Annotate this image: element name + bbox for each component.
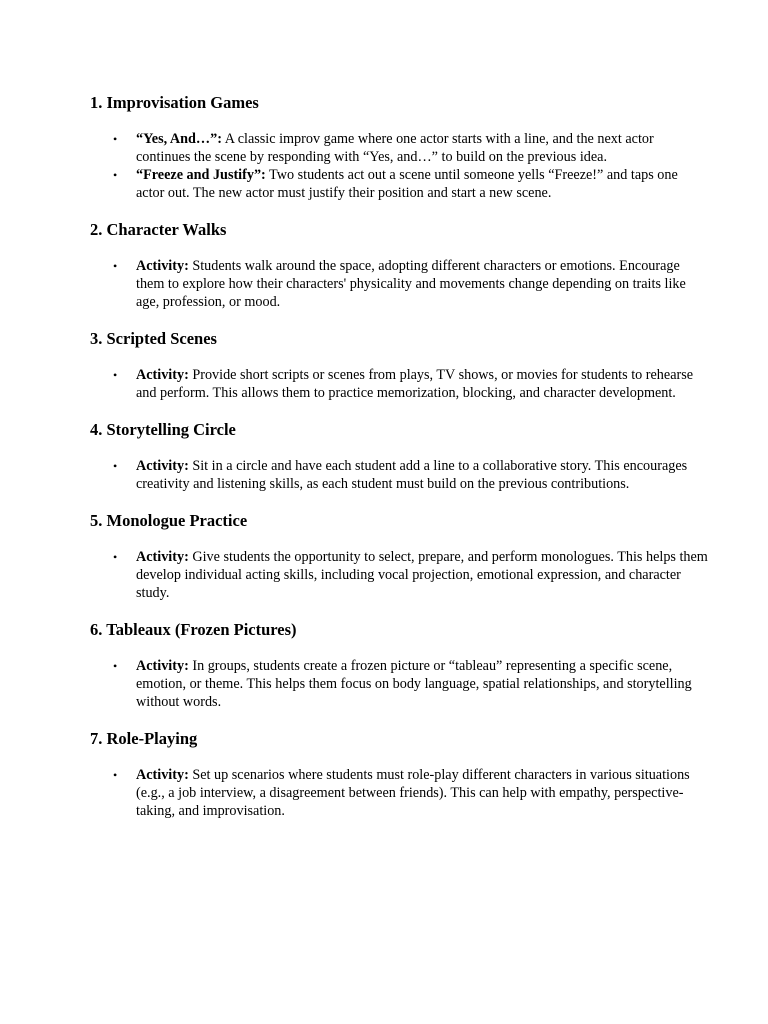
item-term: “Yes, And…”: [136, 131, 222, 147]
list-item [90, 457, 708, 493]
item-term: Activity: [136, 767, 189, 783]
section-heading: 3. Scripted Scenes [90, 329, 217, 348]
bullet-icon: • [113, 368, 118, 382]
bullet-icon: • [113, 168, 118, 182]
item-text: Sit in a circle and have each student add a line to a collaborative story. This encourages creativity and listening skills, as each student must build on the previous contributions. [136, 458, 688, 492]
bullet-list [90, 130, 708, 202]
item-term: Activity: [136, 658, 189, 674]
bullet-icon: • [113, 659, 118, 673]
section-role-playing [90, 729, 708, 820]
section-heading: 4. Storytelling Circle [90, 420, 236, 439]
item-text: Students walk around the space, adopting different characters or emotions. Encourage them to explore how their characters' physicality and movements change depending on traits like age, profession, or mood. [136, 258, 686, 310]
section-heading: 1. Improvisation Games [90, 93, 259, 112]
list-item [90, 130, 708, 166]
item-text: Two students act out a scene until someone yells “Freeze!” and taps one actor out. The new actor must justify their position and start a new scene. [136, 167, 678, 201]
bullet-list [90, 657, 708, 711]
section-improvisation-games [90, 93, 708, 202]
item-text: A classic improv game where one actor starts with a line, and the next actor continues the scene by responding with “Yes, and…” to build on the previous idea. [136, 131, 654, 165]
bullet-list [90, 257, 708, 311]
list-item [90, 366, 708, 402]
item-term: Activity: [136, 258, 189, 274]
bullet-icon: • [113, 132, 118, 146]
item-term: “Freeze and Justify”: [136, 167, 266, 183]
list-item [90, 766, 708, 820]
bullet-icon: • [113, 259, 118, 273]
list-item [90, 257, 708, 311]
item-text: Set up scenarios where students must role-play different characters in various situations (e.g., a job interview, a disagreement between friends). This can help with empathy, perspective-taking, and improvisation. [136, 767, 690, 819]
section-monologue-practice [90, 511, 708, 602]
section-tableaux [90, 620, 708, 711]
list-item [90, 657, 708, 711]
list-item [90, 166, 708, 202]
section-character-walks [90, 220, 708, 311]
item-text: Give students the opportunity to select, prepare, and perform monologues. This helps them develop individual acting skills, including vocal projection, emotional expression, and character study. [136, 549, 708, 601]
bullet-list [90, 366, 708, 402]
section-heading: 2. Character Walks [90, 220, 227, 239]
bullet-icon: • [113, 768, 118, 782]
item-term: Activity: [136, 549, 189, 565]
bullet-list [90, 766, 708, 820]
item-text: In groups, students create a frozen picture or “tableau” representing a specific scene, emotion, or theme. This helps them focus on body language, spatial relationships, and storytelling without words. [136, 658, 692, 710]
item-term: Activity: [136, 367, 189, 383]
section-scripted-scenes [90, 329, 708, 402]
list-item [90, 548, 708, 602]
bullet-icon: • [113, 550, 118, 564]
item-text: Provide short scripts or scenes from plays, TV shows, or movies for students to rehearse and perform. This allows them to practice memorization, blocking, and character development. [136, 367, 694, 401]
section-heading: 7. Role-Playing [90, 729, 198, 748]
bullet-icon: • [113, 459, 118, 473]
section-heading: 6. Tableaux (Frozen Pictures) [90, 620, 297, 639]
section-heading: 5. Monologue Practice [90, 511, 248, 530]
bullet-list [90, 457, 708, 493]
section-storytelling-circle [90, 420, 708, 493]
bullet-list [90, 548, 708, 602]
item-term: Activity: [136, 458, 189, 474]
